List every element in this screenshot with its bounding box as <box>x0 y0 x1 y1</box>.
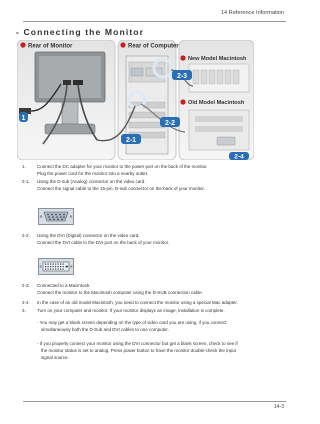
step-line: Using the DVI (Digital) connector on the video card. <box>37 233 140 238</box>
rear-computer-label <box>120 42 179 49</box>
header-divider <box>23 21 286 22</box>
new-mac-label <box>180 55 247 62</box>
header-title: 14 Reference Information <box>220 10 284 16</box>
callout-2-2 <box>160 117 180 127</box>
note-line: signal source. <box>41 355 69 360</box>
step-number: 2-1. <box>22 179 30 184</box>
step-number: 3. <box>22 308 26 313</box>
page-number: 14-3 <box>273 404 284 410</box>
callout-2-4 <box>229 152 249 160</box>
svg-text:2-2: 2-2 <box>164 120 176 127</box>
svg-text:2-4: 2-4 <box>234 153 244 160</box>
svg-text:New Model Macintosh: New Model Macintosh <box>188 56 247 62</box>
step-number: 2-2. <box>22 233 30 238</box>
step-line: Connect the DC adapter for your monitor to the power port on the back of the monitor. <box>37 164 208 169</box>
step-line: Turn on your computer and monitor. If your monitor displays an image, installation is complete. <box>37 308 225 313</box>
step-line: Connect the DVI cable to the DVI port on the back of your monitor. <box>37 240 170 245</box>
callout-2-3 <box>172 70 192 80</box>
step-number: 2-3. <box>22 283 30 288</box>
svg-text:1: 1 <box>21 115 26 122</box>
step-line: In the case of an old model Macintosh, you need to connect the monitor using a special Mac adapter. <box>37 300 238 305</box>
step-number: 2-4. <box>22 300 30 305</box>
section-title: - Connecting the Monitor <box>16 27 145 37</box>
callout-2-1 <box>121 134 141 144</box>
callout-1 <box>19 112 28 122</box>
note-line: the monitor status is set to analog. Press power button to have the monitor double-check the input <box>41 348 236 353</box>
note-line: simultaneously both the D-Sub and DVI cables to one computer. <box>41 327 169 332</box>
old-mac-label <box>180 99 244 106</box>
monitor-rear-panel <box>17 40 115 160</box>
svg-text:2-1: 2-1 <box>125 137 137 144</box>
step-line: Plug the power cord for the monitor into a nearby outlet. <box>37 171 149 176</box>
rear-monitor-label <box>20 42 73 49</box>
dsub-connector-image <box>38 208 74 230</box>
step-line: Connected to a Macintosh. <box>37 283 91 288</box>
svg-text:2-3: 2-3 <box>176 73 188 80</box>
note-line: - You may get a blank screen depending on the type of video card you are using, if you connect <box>37 320 227 325</box>
connection-diagram <box>17 40 254 160</box>
dvi-connector-image <box>38 258 74 280</box>
svg-text:Rear of Computer: Rear of Computer <box>128 43 179 50</box>
step-line: Connect the signal cable to the 15-pin, D-sub connector on the back of your monitor. <box>37 186 205 191</box>
note-line: - If you properly connect your monitor using the DVI connector but get a blank screen, check to see if <box>37 341 238 346</box>
step-line: Connect the monitor to the Macintosh computer using the D-SUB connection cable. <box>37 290 203 295</box>
step-line: Using the D-sub (Analog) connector on the video card. <box>37 179 146 184</box>
step-number: 1. <box>22 164 26 169</box>
svg-text:Old Model Macintosh: Old Model Macintosh <box>188 100 245 106</box>
svg-text:Rear of Monitor: Rear of Monitor <box>28 43 73 50</box>
footer-divider <box>23 401 286 402</box>
